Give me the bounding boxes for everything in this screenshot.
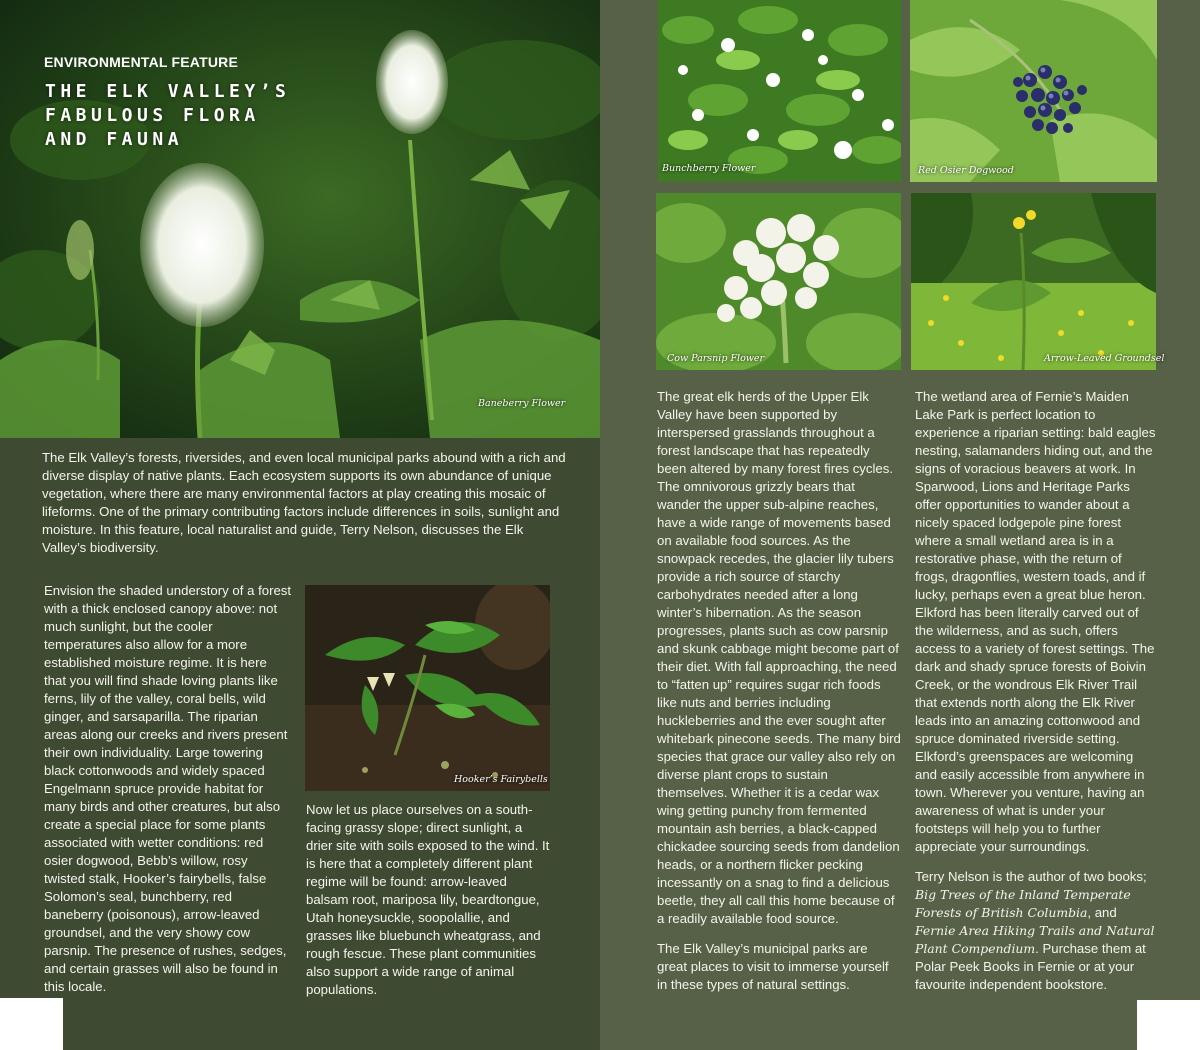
groundsel-photo (911, 193, 1156, 370)
fairybells-image (305, 585, 550, 791)
title-line-3: AND FAUNA (45, 129, 184, 150)
bio-book-2: Fernie Area Hiking Trails and Natural Plant Compendium (915, 923, 1155, 956)
title-line-1: THE ELK VALLEY’S (45, 81, 291, 102)
feature-title (45, 80, 290, 152)
column-4-text (915, 388, 1157, 994)
bio-mid: , and (1087, 905, 1117, 920)
fairybells-photo (305, 585, 550, 791)
parsnip-image (656, 193, 901, 370)
page-corner-left (0, 998, 63, 1050)
parsnip-photo (656, 193, 901, 370)
bunchberry-photo (658, 0, 901, 182)
author-bio (915, 868, 1157, 994)
caption-bunchberry: Bunchberry Flower (662, 163, 756, 174)
dogwood-photo (910, 0, 1157, 182)
caption-fairybells: Hooker’s Fairybells (454, 774, 548, 785)
bio-lead: Terry Nelson is the author of two books; (915, 869, 1147, 884)
dogwood-image (910, 0, 1157, 182)
baneberry-bloom-large (140, 163, 264, 327)
caption-baneberry: Baneberry Flower (478, 398, 566, 409)
bio-tail: . Purchase them at Polar Peek Books in Fernie or at your favourite independent bookstore. (915, 941, 1146, 992)
feature-kicker: ENVIRONMENTAL FEATURE (44, 54, 238, 70)
groundsel-image (911, 193, 1156, 370)
title-line-2: FABULOUS FLORA (45, 105, 260, 126)
column-3-text (657, 388, 901, 994)
bio-book-1: Big Trees of the Inland Temperate Forests of British Columbia (915, 887, 1131, 920)
column-3-paragraph-2: The Elk Valley’s municipal parks are great places to visit to immerse yourself in these types of natural settings. (657, 941, 889, 992)
bunchberry-image (658, 0, 901, 182)
column-4-paragraph-1: The wetland area of Fernie’s Maiden Lake Park is perfect location to experience a riparian setting: bald eagles nesting, salamanders hiding out, and the signs of voracious beavers at work. In Sparwood, Lions and Heritage Parks offer opportunities to wander about a nicely spaced lodgepole pine forest where a small wetland area is in a restorative phase, with the return of frogs, dragonflies, western toads, and if lucky, perhaps even a great blue heron. Elkford has been literally carved out of the wilderness, and as such, offers access to a variety of forest settings. The dark and shady spruce forests of Boivin Creek, or the wondrous Elk River Trail that extends north along the Elk River leads into an amazing cottonwood and spruce dominated riverside setting. Elkford’s greenspaces are welcoming and easily accessible from anywhere in town. Wherever you venture, having an awareness of what is under your footsteps will help you to further appreciate your surroundings. (915, 389, 1156, 854)
intro-paragraph: The Elk Valley’s forests, riversides, and even local municipal parks abound with a rich and diverse display of native plants. Each ecosystem supports its own abundance of unique vegetation, where there are many environmental factors at play creating this mosaic of lifeforms. One of the primary contributing factors include differences in soils, sunlight and moisture. In this feature, local naturalist and guide, Terry Nelson, discusses the Elk Valley’s biodiversity. (42, 450, 566, 555)
page-corner-right (1137, 1000, 1200, 1050)
column-2-text: Now let us place ourselves on a south-facing grassy slope; direct sunlight, a drier site with soils exposed to the wind. It is here that a completely different plant regime will be found: arrow-leaved balsam root, mariposa lily, beardtongue, Utah honeysuckle, soopolallie, and grasses like bluebunch wheatgrass, and rough fescue. These plant communities also support a wide range of animal populations. (306, 802, 550, 997)
caption-dogwood: Red Osier Dogwood (918, 165, 1014, 176)
caption-groundsel: Arrow-Leaved Groundsel (1044, 353, 1165, 364)
caption-parsnip: Cow Parsnip Flower (667, 353, 765, 364)
column-1-text: Envision the shaded understory of a forest with a thick enclosed canopy above: not much sunlight, but the cooler temperatures also allow for a more established moisture regime. It is here that you will find shade loving plants like ferns, lily of the valley, coral bells, wild ginger, and sarsaparilla. The riparian areas along our creeks and rivers present their own individuality. Large towering black cottonwoods and widely spaced Engelmann spruce provide habitat for many birds and other creatures, but also create a special place for some plants associated with wetter conditions: red osier dogwood, Bebb’s willow, rosy twisted stalk, Hooker’s fairybells, false Solomon’s seal, bunchberry, red baneberry (poisonous), arrow-leaved groundsel, and the very showy cow parsnip. The presence of rushes, sedges, and certain grasses will also be found in this locale. (44, 583, 292, 994)
baneberry-bloom-small (376, 30, 448, 134)
column-3-paragraph-1: The great elk herds of the Upper Elk Valley have been supported by interspersed grasslands throughout a forest landscape that has repeatedly been altered by many forest fires cycles. The omnivorous grizzly bears that wander the upper sub-alpine reaches, have a wide range of movements based on available food sources. As the snowpack recedes, the glacier lily tubers provide a rich source of starchy carbohydrates needed after a long winter’s hibernation. As the season progresses, plants such as cow parsnip and skunk cabbage might become part of their diet. With fall approaching, the need to “fatten up” requires sugar rich foods like nuts and berries including huckleberries and the ever sought after whitebark pinecone seeds. The many bird species that grace our valley also rely on diverse plant crops to sustain themselves. Whether it is a cedar wax wing getting punchy from fermented mountain ash berries, a black-capped chickadee sourcing seeds from dandelion heads, or a northern flicker pecking incessantly on a snag to find a delicious beetle, they all call this home because of a readily available food source. (657, 389, 901, 926)
